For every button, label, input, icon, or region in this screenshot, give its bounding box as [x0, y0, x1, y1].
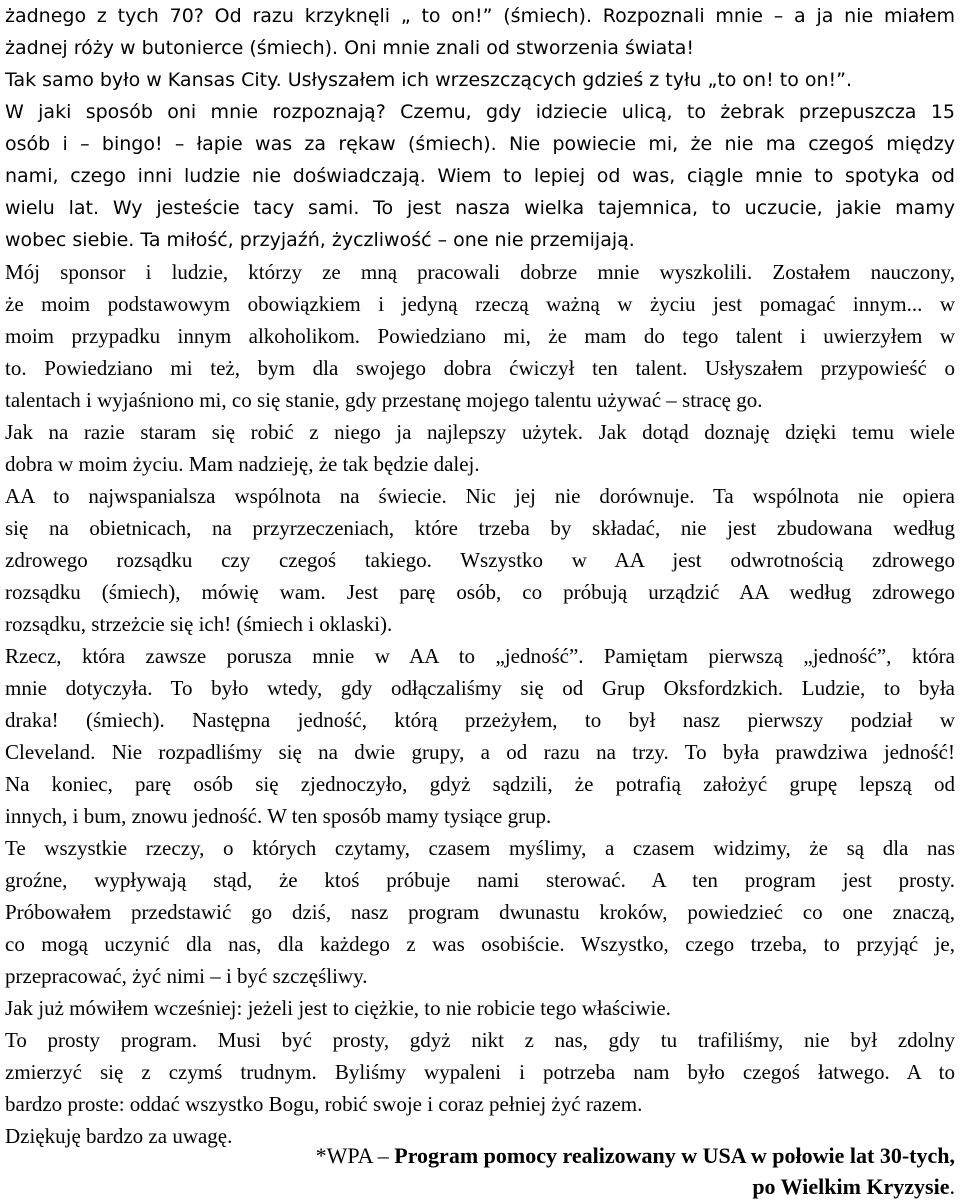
text-line: talentach i wyjaśniono mi, co się stanie, gdy przestanę mojego talentu używać – stracę go. — [5, 388, 763, 412]
text-line: żadnej róży w butonierce (śmiech). Oni mnie znali od stworzenia świata! — [5, 37, 695, 59]
footnote-end: . — [949, 1174, 955, 1199]
text-line: moim przypadku innym alkoholikom. Powiedziano mi, że mam do tego talent i uwierzyłem w — [5, 324, 955, 348]
text-line: żadnego z tych 70? Od razu krzyknęli „ to on!” (śmiech). Rozpoznali mnie – a ja nie miałem — [5, 5, 955, 27]
text-line: draka! (śmiech). Następna jedność, którą przeżyłem, to był nasz pierwszy podział w — [5, 708, 955, 732]
text-line: co mogą uczynić dla nas, dla każdego z was osobiście. Wszystko, czego trzeba, to przyjąć je, — [5, 932, 955, 956]
text-line: To prosty program. Musi być prosty, gdyż nikt z nas, gdy tu trafiliśmy, nie był zdolny — [5, 1028, 955, 1052]
text-line: Dziękuję bardzo za uwagę. — [5, 1124, 233, 1148]
text-line: Próbowałem przedstawić go dziś, nasz program dwunastu kroków, powiedzieć co one znaczą, — [5, 900, 955, 924]
text-line: wielu lat. Wy jesteście tacy sami. To jest nasza wielka tajemnica, to uczucie, jakie mamy — [5, 197, 955, 219]
text-line: przepracować, żyć nimi – i być szczęśliwy. — [5, 964, 368, 988]
text-line: że moim podstawowym obowiązkiem i jedyną rzeczą ważną w życiu jest pomagać innym... w — [5, 292, 955, 316]
text-line: Te wszystkie rzeczy, o których czytamy, czasem myślimy, a czasem widzimy, że są dla nas — [5, 836, 955, 860]
footnote-text-2: po Wielkim Kryzysie — [752, 1174, 950, 1199]
footnote-text-1: Program pomocy realizowany w USA w połowie lat 30-tych, — [394, 1143, 955, 1168]
text-line: zmierzyć się z czymś trudnym. Byliśmy wypaleni i potrzeba nam było czegoś łatwego. A to — [5, 1060, 955, 1084]
footnote-line-1 — [316, 1140, 955, 1172]
text-line: Cleveland. Nie rozpadliśmy się na dwie grupy, a od razu na trzy. To była prawdziwa jedność! — [5, 740, 955, 764]
text-line: zdrowego rozsądku czy czegoś takiego. Wszystko w AA jest odwrotnością zdrowego — [5, 548, 955, 572]
text-line: nami, czego inni ludzie nie doświadczają. Wiem to lepiej od was, ciągle mnie to spotyka od — [5, 165, 955, 187]
text-line: AA to najwspanialsza wspólnota na świecie. Nic jej nie dorównuje. Ta wspólnota nie opiera — [5, 484, 955, 508]
text-line: innych, i bum, znowu jedność. W ten sposób mamy tysiące grup. — [5, 804, 552, 828]
text-line: to. Powiedziano mi też, bym dla swojego dobra ćwiczył ten talent. Usłyszałem przypowieść o — [5, 356, 955, 380]
text-line: rozsądku (śmiech), mówię wam. Jest parę osób, co próbują urządzić AA według zdrowego — [5, 580, 955, 604]
text-line: osób i – bingo! – łapie was za rękaw (śmiech). Nie powiecie mi, że nie ma czegoś między — [5, 133, 955, 155]
text-line: dobra w moim życiu. Mam nadzieję, że tak będzie dalej. — [5, 452, 480, 476]
text-line: W jaki sposób oni mnie rozpoznają? Czemu, gdy idziecie ulicą, to żebrak przepuszcza 15 — [5, 101, 955, 123]
text-line: Jak już mówiłem wcześniej: jeżeli jest to ciężkie, to nie robicie tego właściwie. — [5, 996, 671, 1020]
text-line: Na koniec, parę osób się zjednoczyło, gdyż sądzili, że potrafią założyć grupę lepszą od — [5, 772, 955, 796]
text-line: mnie dotyczyła. To było wtedy, gdy odłączaliśmy się od Grup Oksfordzkich. Ludzie, to była — [5, 676, 955, 700]
text-line: Rzecz, która zawsze porusza mnie w AA to „jedność”. Pamiętam pierwszą „jedność”, która — [5, 644, 955, 668]
text-line: wobec siebie. Ta miłość, przyjaźń, życzliwość – one nie przemijają. — [5, 229, 635, 251]
text-line: rozsądku, strzeżcie się ich! (śmiech i oklaski). — [5, 612, 393, 636]
text-line: się na obietnicach, na przyrzeczeniach, które trzeba by składać, nie jest zbudowana według — [5, 516, 955, 540]
footnote-line-2 — [752, 1171, 955, 1202]
text-line: Mój sponsor i ludzie, którzy ze mną pracowali dobrze mnie wyszkolili. Zostałem nauczony, — [5, 260, 955, 284]
text-line: bardzo proste: oddać wszystko Bogu, robić swoje i coraz pełniej żyć razem. — [5, 1092, 643, 1116]
text-line: groźne, wypływają stąd, że ktoś próbuje nami sterować. A ten program jest prosty. — [5, 868, 955, 892]
text-line: Tak samo było w Kansas City. Usłyszałem ich wrzeszczących gdzieś z tyłu „to on! to on!”. — [5, 69, 853, 91]
text-line: Jak na razie staram się robić z niego ja najlepszy użytek. Jak dotąd doznaję dzięki temu wiele — [5, 420, 955, 444]
footnote-marker: *WPA – — [315, 1143, 395, 1168]
